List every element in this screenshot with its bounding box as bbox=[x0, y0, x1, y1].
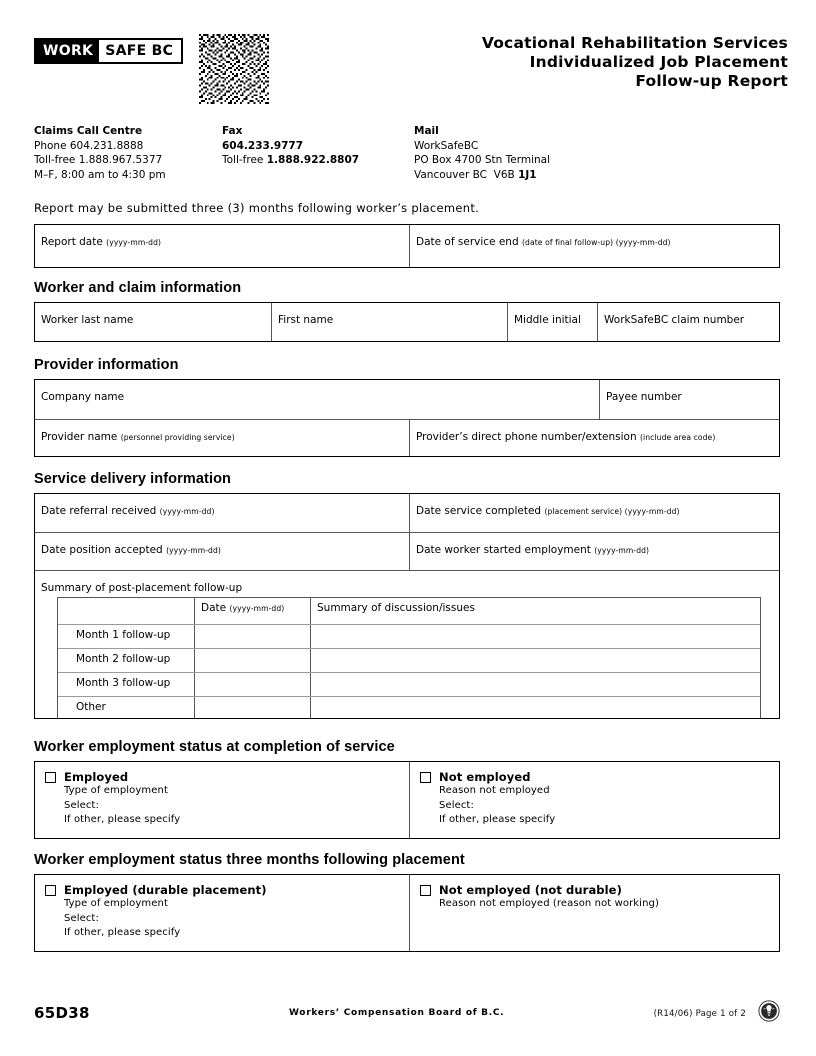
follow-up-col-date-hint: (yyyy-mm-dd) bbox=[229, 604, 285, 613]
durable-employed-type-label: Type of employment bbox=[64, 898, 168, 909]
contact-heading: Fax bbox=[222, 125, 243, 137]
section-heading-status-completion: Worker employment status at completion of service bbox=[34, 739, 395, 755]
report-date-table bbox=[34, 224, 780, 268]
follow-up-col-date-label: Date bbox=[201, 602, 227, 614]
employed-checkbox-row[interactable] bbox=[45, 771, 401, 783]
date-started-label: Date worker started employment bbox=[416, 544, 591, 556]
employed-type-label: Type of employment bbox=[64, 785, 168, 796]
service-end-label: Date of service end bbox=[416, 236, 519, 248]
claim-number-label: WorkSafeBC claim number bbox=[604, 314, 745, 326]
title-line-3: Follow-up Report bbox=[635, 72, 788, 90]
contact-line: Phone 604.231.8888 bbox=[34, 139, 144, 152]
page-header bbox=[34, 34, 788, 114]
title-line-1: Vocational Rehabilitation Services bbox=[481, 34, 788, 52]
status-three-months-employed bbox=[35, 875, 409, 951]
table-row bbox=[58, 696, 760, 718]
contact-heading: Claims Call Centre bbox=[34, 125, 143, 137]
follow-up-row-label: Month 1 follow-up bbox=[76, 629, 171, 641]
follow-up-row-label: Other bbox=[76, 701, 106, 713]
datamatrix-barcode-icon bbox=[198, 34, 270, 104]
durable-employed-other-specify-label[interactable]: If other, please specify bbox=[64, 927, 181, 938]
date-position-label: Date position accepted bbox=[41, 544, 163, 556]
provider-row-2 bbox=[35, 419, 779, 456]
not-employed-checkbox[interactable] bbox=[420, 772, 431, 783]
claim-number-field[interactable] bbox=[597, 303, 779, 341]
employed-checkbox[interactable] bbox=[45, 772, 56, 783]
worker-last-name-label: Worker last name bbox=[41, 314, 134, 326]
contact-line: 604.233.9777 bbox=[222, 139, 304, 152]
contact-line: Toll-free 1.888.967.5377 bbox=[34, 154, 163, 166]
follow-up-row-summary-input[interactable] bbox=[310, 673, 760, 696]
submission-note: Report may be submitted three (3) months following worker’s placement. bbox=[34, 201, 480, 215]
table-row bbox=[58, 648, 760, 672]
provider-phone-hint: (include area code) bbox=[639, 433, 716, 442]
not-employed-other-specify-label[interactable]: If other, please specify bbox=[439, 814, 556, 825]
middle-initial-field[interactable] bbox=[507, 303, 597, 341]
report-date-row bbox=[35, 225, 779, 267]
service-end-hint: (date of final follow-up) (yyyy-mm-dd) bbox=[521, 238, 671, 247]
section-heading-worker-claim: Worker and claim information bbox=[34, 280, 242, 296]
form-code: 65D38 bbox=[34, 1004, 90, 1022]
postal-code: 1J1 bbox=[518, 168, 537, 181]
contact-line: WorkSafeBC bbox=[414, 139, 479, 152]
service-dates-row-1 bbox=[35, 494, 779, 532]
provider-phone-field[interactable] bbox=[409, 420, 779, 456]
middle-initial-label: Middle initial bbox=[514, 314, 581, 326]
post-placement-summary-row bbox=[35, 570, 779, 718]
contact-information bbox=[34, 124, 774, 184]
report-date-label: Report date bbox=[41, 236, 103, 248]
employed-select-label[interactable]: Select: bbox=[64, 800, 99, 811]
service-delivery-table bbox=[34, 493, 780, 719]
status-completion-panel bbox=[34, 761, 780, 839]
follow-up-row-date-input[interactable] bbox=[194, 649, 310, 672]
status-three-months-not-employed bbox=[409, 875, 779, 951]
employed-label: Employed bbox=[64, 770, 129, 784]
follow-up-row-date-input[interactable] bbox=[194, 673, 310, 696]
service-end-date-field[interactable] bbox=[409, 225, 779, 267]
section-heading-service-delivery: Service delivery information bbox=[34, 471, 232, 487]
provider-name-label: Provider name bbox=[41, 431, 118, 443]
follow-up-row-label: Month 3 follow-up bbox=[76, 677, 171, 689]
follow-up-header-blank bbox=[58, 598, 194, 624]
not-employed-reason-label: Reason not employed bbox=[439, 785, 550, 796]
durable-employed-checkbox[interactable] bbox=[45, 885, 56, 896]
contact-line: Toll-free 1.888.922.8807 bbox=[222, 154, 360, 166]
employed-other-specify-label[interactable]: If other, please specify bbox=[64, 814, 181, 825]
contact-line: Vancouver BC V6B 1J1 bbox=[414, 168, 537, 181]
follow-up-row-date-input[interactable] bbox=[194, 697, 310, 718]
date-referral-received-field[interactable] bbox=[35, 494, 409, 532]
contact-heading: Mail bbox=[414, 125, 439, 137]
title-line-2: Individualized Job Placement bbox=[529, 53, 788, 71]
contact-claims-call-centre bbox=[34, 124, 166, 182]
durable-employed-label: Employed (durable placement) bbox=[64, 883, 267, 897]
follow-up-header-row bbox=[58, 598, 760, 624]
not-durable-label: Not employed (not durable) bbox=[439, 883, 622, 897]
contact-line: PO Box 4700 Stn Terminal bbox=[414, 154, 550, 166]
contact-mail bbox=[414, 124, 550, 182]
payee-number-label: Payee number bbox=[606, 391, 682, 403]
worker-claim-table bbox=[34, 302, 780, 342]
post-placement-summary-cell bbox=[35, 571, 779, 718]
wcb-seal-icon bbox=[758, 1000, 780, 1022]
footer-revision-page: (R14/06) Page 1 of 2 bbox=[653, 1009, 746, 1019]
worker-last-name-field[interactable] bbox=[35, 303, 271, 341]
not-employed-select-label[interactable]: Select: bbox=[439, 800, 474, 811]
date-completed-hint: (placement service) (yyyy-mm-dd) bbox=[544, 507, 680, 516]
follow-up-row-summary-input[interactable] bbox=[310, 649, 760, 672]
payee-number-field[interactable] bbox=[599, 380, 779, 419]
page-title bbox=[482, 34, 788, 91]
page-footer bbox=[34, 1000, 780, 1030]
fax-tollfree-number: 1.888.922.8807 bbox=[266, 154, 360, 166]
status-completion-not-employed bbox=[409, 762, 779, 838]
table-row bbox=[58, 672, 760, 696]
follow-up-row-date-input[interactable] bbox=[194, 625, 310, 648]
company-name-field[interactable] bbox=[35, 380, 599, 419]
date-position-accepted-field[interactable] bbox=[35, 533, 409, 570]
follow-up-row-summary-input[interactable] bbox=[310, 697, 760, 718]
follow-up-table bbox=[57, 597, 761, 718]
logo-safebc-text: SAFE BC bbox=[99, 40, 181, 62]
date-referral-label: Date referral received bbox=[41, 505, 157, 517]
date-worker-started-field[interactable] bbox=[409, 533, 779, 570]
date-position-hint: (yyyy-mm-dd) bbox=[166, 546, 221, 555]
footer-organization: Workers’ Compensation Board of B.C. bbox=[289, 1008, 505, 1018]
provider-table bbox=[34, 379, 780, 457]
durable-employed-select-label[interactable]: Select: bbox=[64, 913, 99, 924]
company-name-label: Company name bbox=[41, 391, 125, 403]
report-date-field[interactable] bbox=[35, 225, 409, 267]
service-dates-row-2 bbox=[35, 532, 779, 570]
status-three-months-panel bbox=[34, 874, 780, 952]
date-referral-hint: (yyyy-mm-dd) bbox=[159, 507, 215, 516]
follow-up-header-summary: Summary of discussion/issues bbox=[310, 598, 760, 624]
follow-up-header-date bbox=[194, 598, 310, 624]
date-completed-label: Date service completed bbox=[416, 505, 542, 517]
date-started-hint: (yyyy-mm-dd) bbox=[594, 546, 650, 555]
section-heading-status-three-months: Worker employment status three months following placement bbox=[34, 852, 465, 868]
follow-up-row-summary-input[interactable] bbox=[310, 625, 760, 648]
not-durable-checkbox-row[interactable] bbox=[420, 884, 771, 896]
not-durable-reason-label: Reason not employed (reason not working) bbox=[439, 898, 659, 909]
report-date-hint: (yyyy-mm-dd) bbox=[106, 238, 162, 247]
provider-name-field[interactable] bbox=[35, 420, 409, 456]
worker-claim-row bbox=[35, 303, 779, 341]
provider-row-1 bbox=[35, 380, 779, 419]
follow-up-row-label: Month 2 follow-up bbox=[76, 653, 171, 665]
table-row bbox=[58, 624, 760, 648]
provider-name-hint: (personnel providing service) bbox=[120, 433, 235, 442]
durable-employed-checkbox-row[interactable] bbox=[45, 884, 401, 896]
date-service-completed-field[interactable] bbox=[409, 494, 779, 532]
not-durable-checkbox[interactable] bbox=[420, 885, 431, 896]
not-employed-label: Not employed bbox=[439, 770, 531, 784]
worksafebc-logo bbox=[34, 38, 183, 64]
section-heading-provider: Provider information bbox=[34, 357, 179, 373]
logo-work-text: WORK bbox=[36, 40, 99, 62]
contact-fax bbox=[222, 124, 359, 168]
contact-line: M–F, 8:00 am to 4:30 pm bbox=[34, 168, 166, 181]
status-completion-employed bbox=[35, 762, 409, 838]
first-name-field[interactable] bbox=[271, 303, 507, 341]
provider-phone-label: Provider’s direct phone number/extension bbox=[416, 431, 637, 443]
first-name-label: First name bbox=[278, 314, 334, 326]
not-employed-checkbox-row[interactable] bbox=[420, 771, 771, 783]
post-placement-summary-label: Summary of post-placement follow-up bbox=[41, 582, 243, 594]
